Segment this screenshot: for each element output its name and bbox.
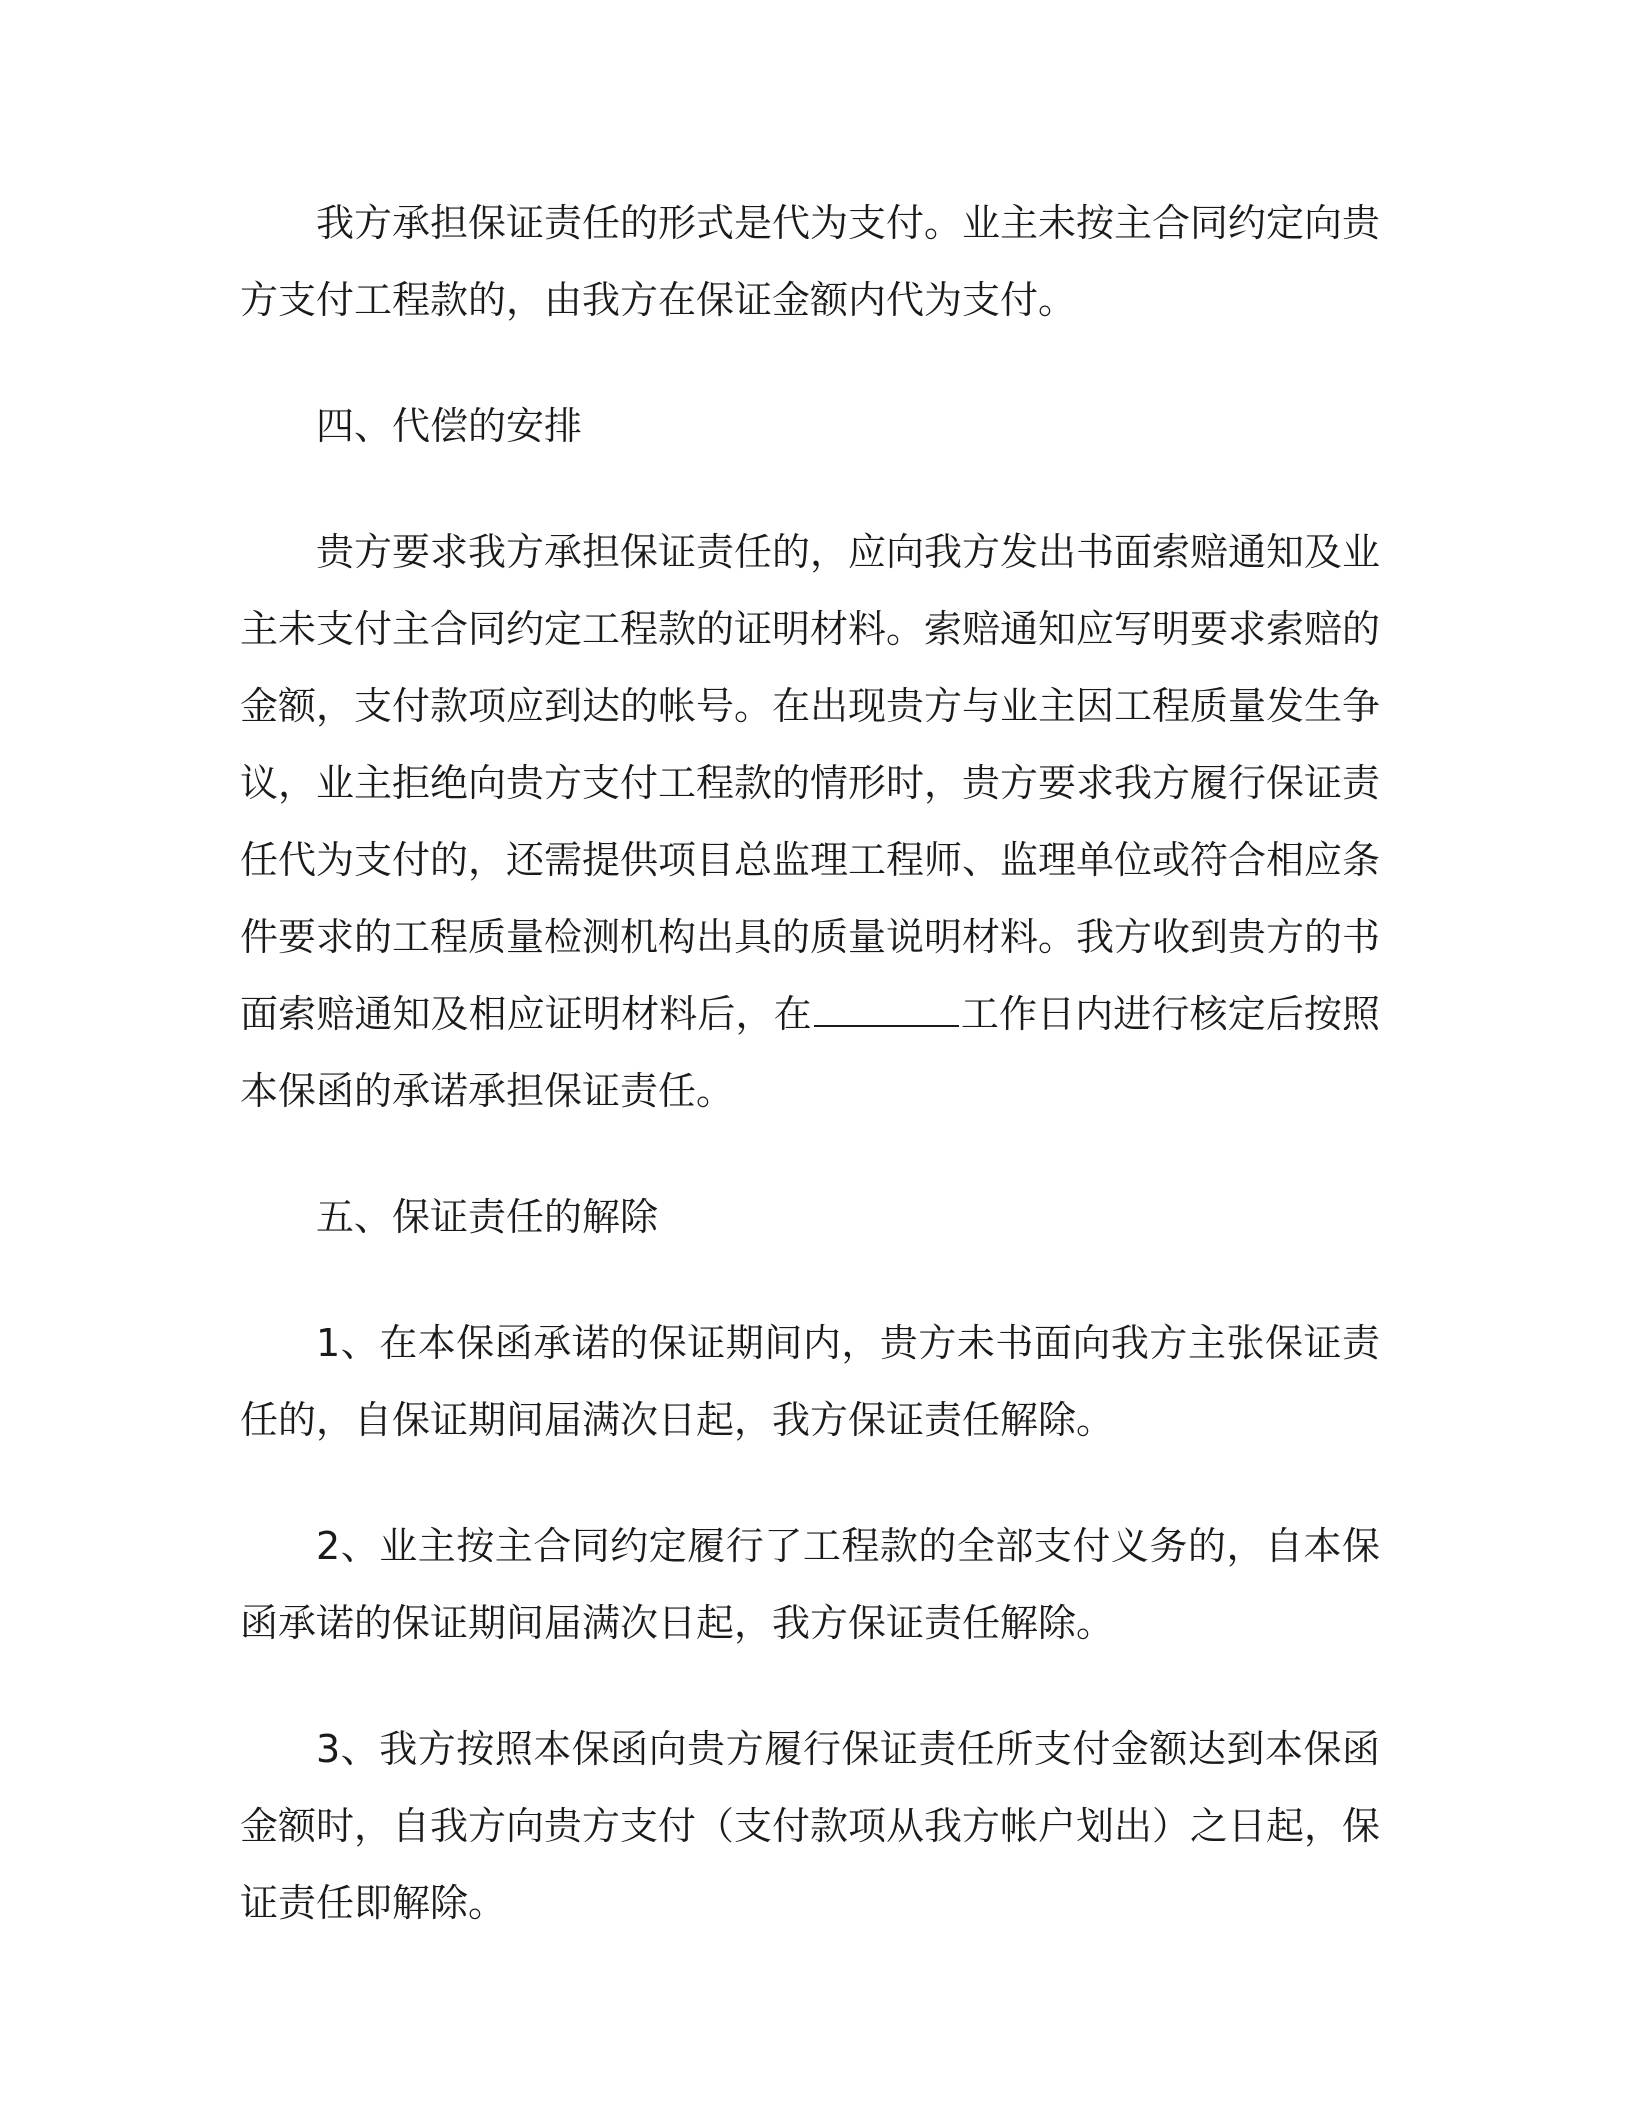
release-item-1: 1、在本保函承诺的保证期间内，贵方未书面向我方主张保证责任的，自保证期间届满次日起，我方保证责任解除。 (240, 1321, 1380, 1442)
claim-text-part2: 工作日内进行核定后按照本保函的承诺承担保证责任。 (240, 992, 1380, 1113)
document-body (240, 185, 1380, 1991)
blank-workdays-field (814, 995, 959, 1027)
release-item-2: 2、业主按主合同约定履行了工程款的全部支付义务的，自本保函承诺的保证期间届满次日起，我方保证责任解除。 (240, 1524, 1380, 1645)
section-heading-release: 五、保证责任的解除 (316, 1195, 659, 1239)
paragraph-claim-procedure (240, 514, 1380, 1130)
release-item-3: 3、我方按照本保函向贵方履行保证责任所支付金额达到本保函金额时，自我方向贵方支付（支付款项从我方帐户划出）之日起，保证责任即解除。 (240, 1727, 1381, 1925)
section-heading-compensation: 四、代偿的安排 (316, 404, 583, 448)
paragraph-payment-form: 我方承担保证责任的形式是代为支付。业主未按主合同约定向贵方支付工程款的，由我方在保证金额内代为支付。 (240, 201, 1381, 322)
claim-text-part1: 贵方要求我方承担保证责任的，应向我方发出书面索赔通知及业主未支付主合同约定工程款的证明材料。索赔通知应写明要求索赔的金额，支付款项应到达的帐号。在出现贵方与业主因工程质量发生争议，业主拒绝向贵方支付工程款的情形时，贵方要求我方履行保证责任代为支付的，还需提供项目总监理工程师、监理单位或符合相应条件要求的工程质量检测机构出具的质量说明材料。我方收到贵方的书面索赔通知及相应证明材料后，在 (240, 530, 1381, 1036)
